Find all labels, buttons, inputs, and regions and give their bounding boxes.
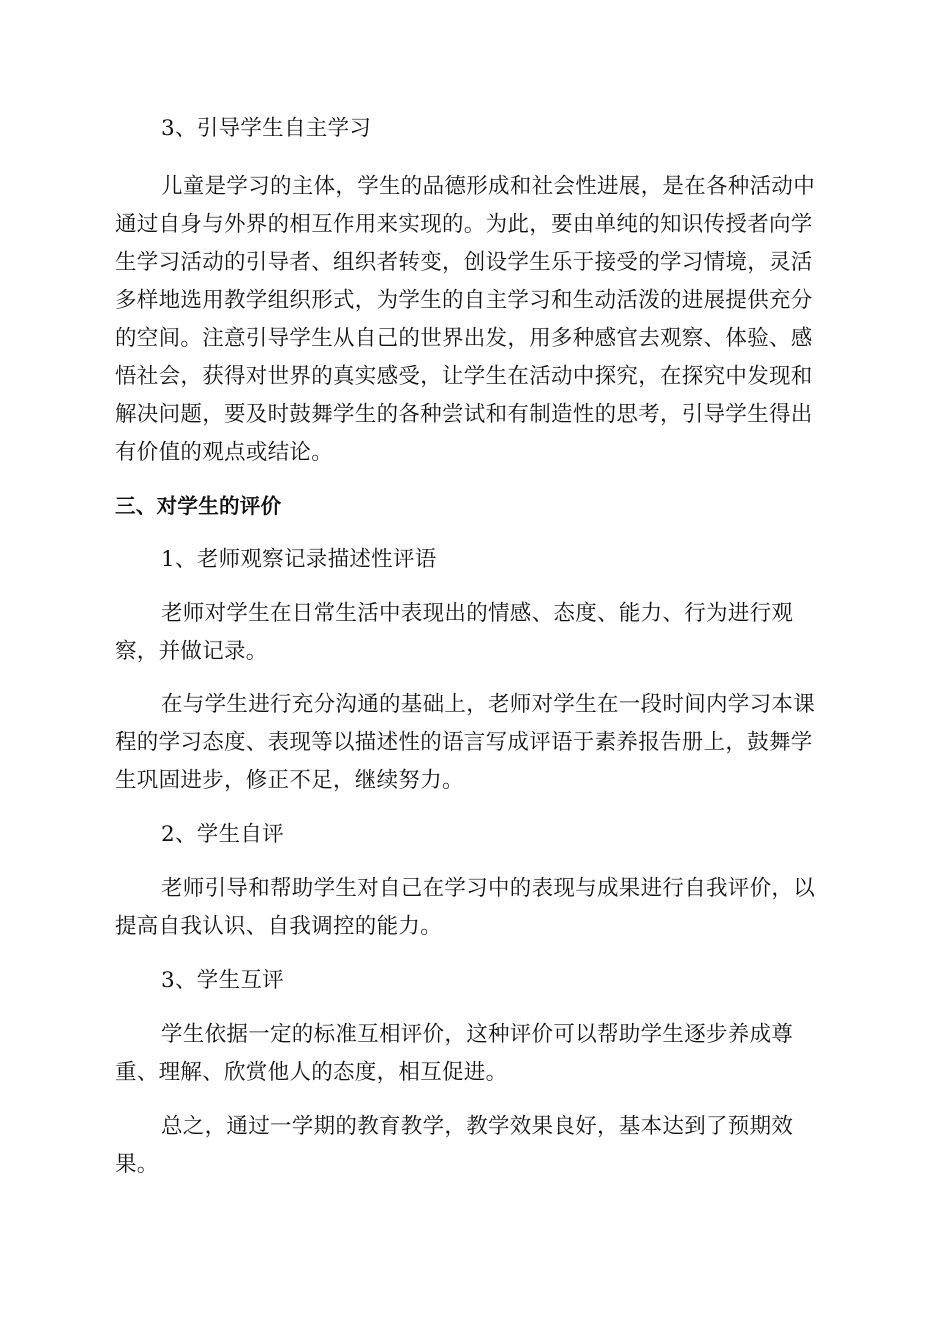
paragraph-line: 程的学习态度、表现等以描述性的语言写成评语于素养报告册上，鼓舞学 bbox=[115, 730, 813, 755]
subsection-heading-peer-evaluation: 3、学生互评 bbox=[161, 968, 284, 993]
section-heading-student-evaluation: 三、对学生的评价 bbox=[115, 494, 282, 518]
paragraph-line: 学生依据一定的标准互相评价，这种评价可以帮助学生逐步养成尊 bbox=[161, 1022, 794, 1047]
paragraph-line: 多样地选用教学组织形式，为学生的自主学习和生动活泼的进展提供充分 bbox=[115, 288, 813, 313]
paragraph-line: 有价值的观点或结论。 bbox=[115, 440, 334, 465]
paragraph-line: 果。 bbox=[115, 1152, 159, 1177]
paragraph-line: 老师对学生在日常生活中表现出的情感、态度、能力、行为进行观 bbox=[161, 601, 794, 626]
paragraph-line: 生巩固进步，修正不足，继续努力。 bbox=[115, 768, 464, 793]
paragraph-line: 提高自我认识、自我调控的能力。 bbox=[115, 914, 443, 939]
subsection-heading-teacher-observation: 1、老师观察记录描述性评语 bbox=[161, 547, 437, 572]
paragraph-line: 生学习活动的引导者、组织者转变，创设学生乐于接受的学习情境，灵活 bbox=[115, 250, 813, 275]
paragraph-line: 察，并做记录。 bbox=[115, 639, 268, 664]
paragraph-line: 总之，通过一学期的教育教学，教学效果良好，基本达到了预期效 bbox=[161, 1114, 794, 1139]
paragraph-line: 老师引导和帮助学生对自己在学习中的表现与成果进行自我评价，以 bbox=[161, 876, 816, 901]
paragraph-line: 悟社会，获得对世界的真实感受，让学生在活动中探究，在探究中发现和 bbox=[115, 364, 813, 389]
subsection-heading-self-evaluation: 2、学生自评 bbox=[161, 822, 284, 847]
subsection-heading-self-learning: 3、引导学生自主学习 bbox=[161, 116, 372, 141]
paragraph-line: 解决问题，要及时鼓舞学生的各种尝试和有制造性的思考，引导学生得出 bbox=[115, 402, 813, 427]
paragraph-line: 通过自身与外界的相互作用来实现的。为此，要由单纯的知识传授者向学 bbox=[115, 212, 813, 237]
paragraph-line: 的空间。注意引导学生从自己的世界出发，用多种感官去观察、体验、感 bbox=[115, 326, 813, 351]
paragraph-line: 重、理解、欣赏他人的态度，相互促进。 bbox=[115, 1060, 508, 1085]
paragraph-line: 儿童是学习的主体，学生的品德形成和社会性进展，是在各种活动中 bbox=[161, 174, 816, 199]
paragraph-line: 在与学生进行充分沟通的基础上，老师对学生在一段时间内学习本课 bbox=[161, 692, 816, 717]
